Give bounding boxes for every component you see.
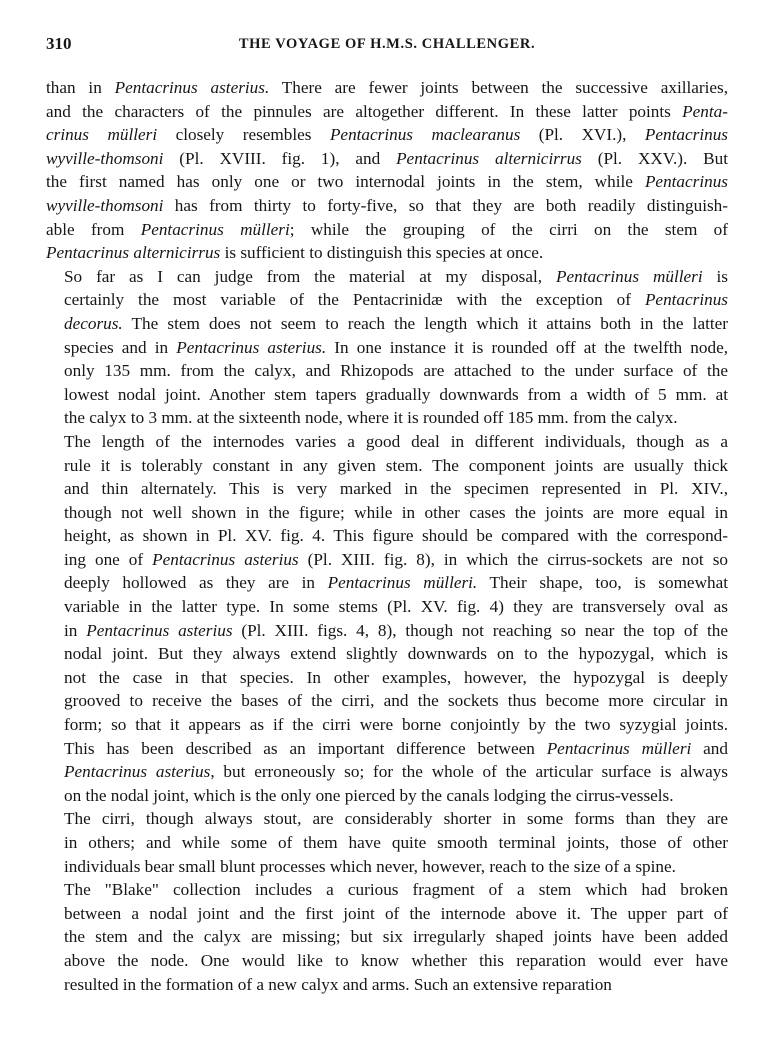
text-span: the first named has only one or two internodal joints in the stem, while	[46, 172, 645, 192]
italic-span: Penta-	[682, 101, 728, 121]
text-line	[46, 642, 728, 666]
text-line	[46, 973, 728, 997]
text-line	[46, 100, 728, 124]
text-line	[46, 737, 728, 761]
text-span: and the characters of the pinnules are altogether different. In these latter points	[46, 101, 683, 121]
italic-span: Pentacrinus asterius	[86, 620, 233, 640]
text-span: and thin alternately. This is very marked in the specimen represented in Pl. XIV.,	[64, 479, 728, 499]
italic-span: Pentacrinus mülleri	[555, 266, 703, 286]
paragraph	[46, 265, 728, 430]
text-span: resulted in the formation of a new calyx and arms. Such an extensive reparation	[64, 974, 612, 994]
text-span: (Pl. XXV.). But	[581, 148, 728, 168]
text-span: in others; and while some of them have quite smooth terminal joints, those of other	[64, 833, 728, 852]
text-span: species and in	[64, 337, 177, 357]
italic-span: crinus mülleri	[46, 125, 158, 145]
text-span: the calyx to 3 mm. at the sixteenth node, where it is rounded off 185 mm. from the calyx.	[64, 408, 678, 428]
text-span: deeply hollowed as they are in	[64, 573, 328, 593]
italic-span: Pentacrinus mülleri	[546, 738, 692, 758]
text-span: and	[691, 738, 728, 758]
text-span: , but erroneously so; for the whole of the articular surface is always	[210, 762, 728, 782]
text-line	[46, 689, 728, 713]
text-span: grooved to receive the bases of the cirri, and the sockets thus become more circular in	[64, 691, 728, 711]
text-span: The "Blake" collection includes a curious fragment of a stem which had broken	[64, 880, 728, 900]
text-line	[46, 524, 728, 548]
text-span: the stem and the calyx are missing; but six irregularly shaped joints have been added	[64, 927, 728, 947]
text-span: So far as I can judge from the material at my disposal,	[64, 266, 556, 286]
text-span: is sufficient to distinguish this species at once.	[220, 243, 544, 263]
italic-span: Pentacrinus	[644, 290, 728, 310]
text-line	[46, 878, 728, 902]
italic-span: decorus.	[64, 313, 123, 333]
text-line	[46, 501, 728, 525]
text-line	[46, 902, 728, 926]
text-span: closely resembles	[157, 125, 330, 145]
text-line	[46, 218, 728, 242]
text-line	[46, 760, 728, 784]
paragraph	[46, 76, 728, 265]
italic-span: Pentacrinus maclearanus	[329, 125, 521, 145]
page-number: 310	[46, 34, 72, 53]
text-span: The stem does not seem to reach the length which it attains both in the latter	[122, 313, 728, 333]
text-span: (Pl. XVI.),	[520, 125, 645, 145]
italic-span: Pentacrinus alternicirrus	[396, 148, 582, 168]
text-span: (Pl. XIII. figs. 4, 8), though not reaching so near the top of the	[232, 620, 728, 640]
text-line	[46, 925, 728, 949]
italic-span: Pentacrinus asterius.	[114, 78, 270, 97]
text-line	[46, 123, 728, 147]
text-span: nodal joint. But they always extend slightly downwards on to the hypozygal, which is	[64, 644, 728, 664]
text-span: not the case in that species. In other examples, however, the hypozygal is deeply	[64, 667, 728, 687]
italic-span: Pentacrinus	[644, 172, 728, 192]
text-span: able from	[46, 219, 141, 239]
text-line	[46, 312, 728, 336]
text-line	[46, 477, 728, 501]
text-line	[46, 713, 728, 737]
text-line	[46, 406, 728, 430]
text-line	[46, 548, 728, 572]
italic-span: Pentacrinus alternicirrus	[46, 243, 221, 263]
text-span: has from thirty to forty-five, so that they are both readily distinguish-	[163, 195, 728, 215]
text-line	[46, 336, 728, 360]
running-title: THE VOYAGE OF H.M.S. CHALLENGER.	[238, 36, 536, 52]
italic-span: Pentacrinus asterius.	[176, 337, 327, 357]
paragraph	[46, 430, 728, 808]
text-line	[46, 807, 728, 831]
text-span: The length of the internodes varies a good deal in different individuals, though as a	[64, 431, 728, 451]
text-span: In one instance it is rounded off at the twelfth node,	[326, 337, 728, 357]
italic-span: wyville-thomsoni	[46, 195, 164, 215]
text-span: Their shape, too, is somewhat	[477, 573, 728, 593]
text-span: The cirri, though always stout, are considerably shorter in some forms than they are	[64, 809, 728, 829]
text-span: (Pl. XVIII. fig. 1), and	[163, 148, 397, 168]
text-span: though not well shown in the figure; while in other cases the joints are more equal in	[64, 502, 728, 522]
text-span: in	[64, 620, 87, 640]
text-line	[46, 76, 728, 100]
book-page	[46, 34, 728, 996]
text-line	[46, 595, 728, 619]
italic-span: Pentacrinus mülleri.	[327, 573, 478, 593]
text-span: ; while the grouping of the cirri on the stem of	[289, 219, 728, 239]
text-span: individuals bear small blunt processes which never, however, reach to the size of a spine.	[64, 856, 676, 876]
text-line	[46, 147, 728, 171]
text-span: certainly the most variable of the Pentacrinidæ with the exception of	[64, 290, 645, 310]
text-span: form; so that it appears as if the cirri were borne conjointly by the two syzygial joints.	[64, 715, 728, 735]
italic-span: Pentacrinus asterius	[152, 549, 299, 569]
italic-span: Pentacrinus	[644, 125, 728, 145]
text-line	[46, 170, 728, 194]
text-line	[46, 265, 728, 289]
text-line	[46, 194, 728, 218]
text-line	[46, 619, 728, 643]
page-header	[46, 34, 728, 62]
text-span: on the nodal joint, which is the only one pierced by the canals lodging the cirrus-vessels.	[64, 785, 674, 805]
text-line	[46, 454, 728, 478]
text-span: only 135 mm. from the calyx, and Rhizopods are attached to the under surface of the	[64, 361, 728, 381]
text-span: than in	[46, 78, 115, 97]
text-span: ing one of	[64, 549, 153, 569]
text-line	[46, 288, 728, 312]
text-line	[46, 241, 728, 265]
text-line	[46, 571, 728, 595]
paragraph	[46, 878, 728, 996]
text-span: is	[702, 266, 728, 286]
text-span: (Pl. XIII. fig. 8), in which the cirrus-sockets are not so	[298, 549, 728, 569]
italic-span: Pentacrinus mülleri	[140, 219, 290, 239]
italic-span: wyville-thomsoni	[46, 148, 164, 168]
text-line	[46, 383, 728, 407]
paragraph	[46, 807, 728, 878]
text-line	[46, 430, 728, 454]
text-span: variable in the latter type. In some stems (Pl. XV. fig. 4) they are transversely oval as	[64, 597, 728, 617]
text-span: This has been described as an important difference between	[64, 738, 547, 758]
italic-span: Pentacrinus asterius	[64, 762, 211, 782]
text-line	[46, 855, 728, 879]
text-span: height, as shown in Pl. XV. fig. 4. This figure should be compared with the correspond-	[64, 526, 728, 546]
body-text	[46, 76, 728, 996]
text-line	[46, 784, 728, 808]
text-line	[46, 949, 728, 973]
text-line	[46, 666, 728, 690]
text-line	[46, 831, 728, 855]
text-span: above the node. One would like to know whether this reparation would ever have	[64, 950, 728, 970]
text-span: between a nodal joint and the first joint of the internode above it. The upper part of	[64, 903, 728, 923]
text-line	[46, 359, 728, 383]
text-span: lowest nodal joint. Another stem tapers gradually downwards from a width of 5 mm. at	[64, 384, 728, 404]
text-span: rule it is tolerably constant in any given stem. The component joints are usually thick	[64, 455, 728, 475]
text-span: There are fewer joints between the successive axillaries,	[269, 78, 729, 97]
